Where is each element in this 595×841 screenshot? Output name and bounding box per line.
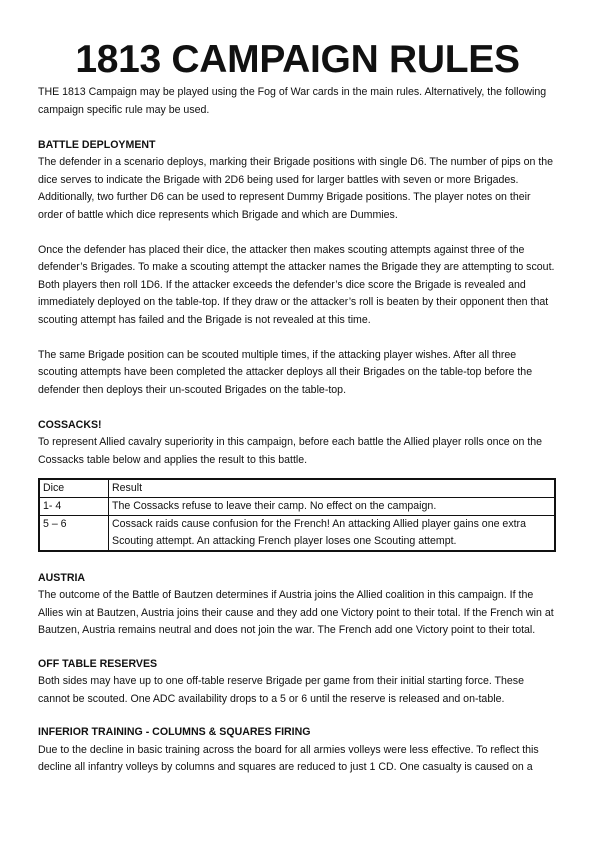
table-header-result: Result [109,479,556,498]
cossacks-paragraph: To represent Allied cavalry superiority in this campaign, before each battle the Allied player rolls once on the Cossacks table below and applies the result to this battle. [38,436,543,466]
inferior-training-heading: INFERIOR TRAINING - COLUMNS & SQUARES FIRING [38,726,311,738]
austria-paragraph: The outcome of the Battle of Bautzen determines if Austria joins the Allied coalition in this campaign. If the Allies win at Bautzen, Austria joins their cause and they add one Victory point to their total. If the French win at Bautzen, Austria remains neutral and does not join the war. The French add one Victory point to their total. [38,589,554,636]
table-cell-dice: 5 – 6 [39,516,109,552]
austria-heading: AUSTRIA [38,571,86,584]
table-header-row [39,479,555,498]
battle-deployment-paragraph-1: The defender in a scenario deploys, marking their Brigade positions with single D6. The number of pips on the dice serves to indicate the Brigade with 2D6 being used for larger battles with seven or more Brigades. Additionally, two further D6 can be used to represent Dummy Brigade positions. The player notes on their order of battle which dice represents which Brigade and which are Dummies. [38,156,554,221]
off-table-reserves-heading: OFF TABLE RESERVES [38,657,158,670]
table-cell-dice: 1- 4 [39,498,109,516]
table-cell-result: The Cossacks refuse to leave their camp. No effect on the campaign. [109,498,556,516]
table-row [39,498,555,516]
intro-paragraph: THE 1813 Campaign may be played using the Fog of War cards in the main rules. Alternatively, the following campaign specific rule may be used. [38,86,547,116]
off-table-reserves-paragraph: Both sides may have up to one off-table reserve Brigade per game from their initial starting force. These cannot be scouted. One ADC availability drops to a 5 or 6 until the reserve is released and on-table. [38,675,524,705]
cossacks-heading: COSSACKS! [38,418,102,431]
inferior-training-paragraph: Due to the decline in basic training across the board for all armies volleys were less effective. To reflect this decline all infantry volleys by columns and squares are reduced to just 1 CD. One casualty is caused on a [38,743,539,773]
table-cell-result: Cossack raids cause confusion for the French! An attacking Allied player gains one extra Scouting attempt. An attacking French player loses one Scouting attempt. [109,516,556,552]
battle-deployment-paragraph-2: Once the defender has placed their dice, the attacker then makes scouting attempts against three of the defender’s Brigades. To make a scouting attempt the attacker names the Brigade they are attempting to scout. Both players then roll 1D6. If the attacker exceeds the defender’s dice score the Brigade is revealed and immediately deployed on the table-top. If they draw or the attacker’s roll is beaten by their opponent then that scouting attempt has failed and the Brigade is not revealed at this time. [38,243,555,326]
table-header-dice: Dice [39,479,109,498]
battle-deployment-paragraph-3: The same Brigade position can be scouted multiple times, if the attacking player wishes. After all three scouting attempts have been completed the attacker deploys all their Brigades on the table-top before the defender then deploys their un-scouted Brigades on the table-top. [38,348,533,396]
cossacks-table [38,478,556,552]
page-title: 1813 CAMPAIGN RULES [75,38,520,81]
table-row [39,516,555,552]
battle-deployment-heading: BATTLE DEPLOYMENT [38,138,156,151]
